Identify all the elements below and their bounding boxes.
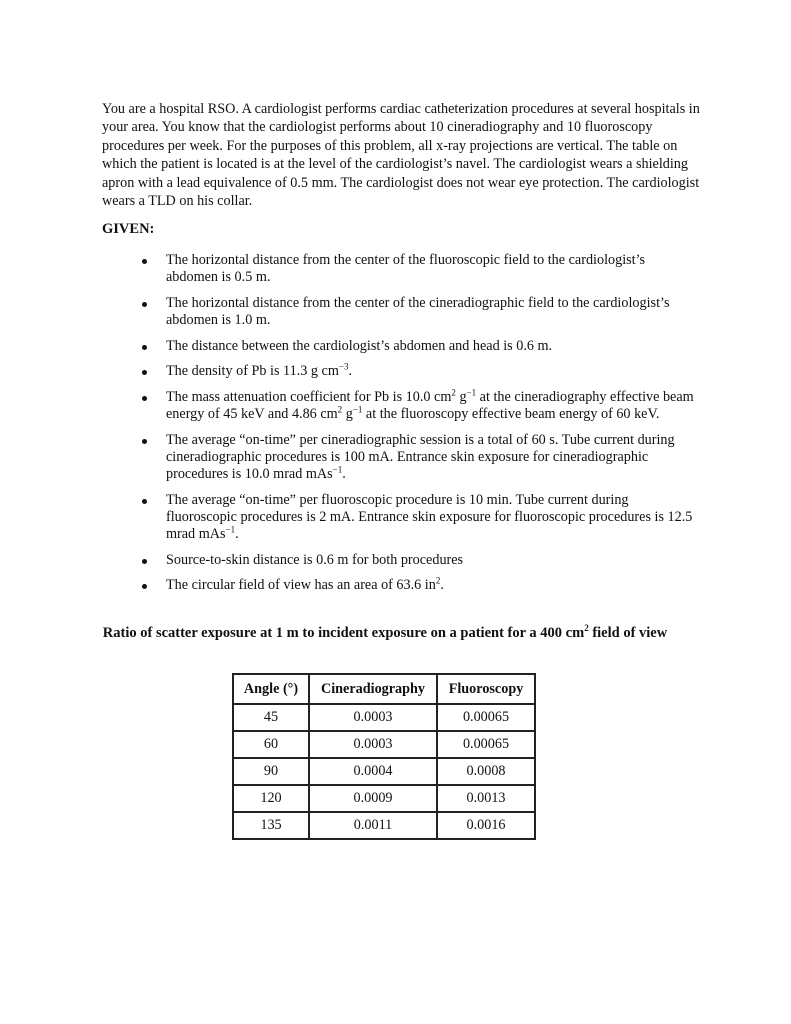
cell-angle: 135 <box>233 812 309 839</box>
cell-cineradiography: 0.0004 <box>309 758 437 785</box>
cell-angle: 120 <box>233 785 309 812</box>
given-item: Source-to-skin distance is 0.6 m for both procedures <box>138 552 698 569</box>
header-cineradiography: Cineradiography <box>309 674 437 704</box>
given-item: The density of Pb is 11.3 g $cm^{-3}$. <box>138 363 698 380</box>
header-angle: Angle (°) <box>233 674 309 704</box>
given-item: The circular field of view has an area of 63.6 $in^2$. <box>138 577 698 594</box>
given-item: The horizontal distance from the center of the fluoroscopic field to the cardiologist’s abdomen is 0.5 m. <box>138 252 698 286</box>
table-row <box>233 812 535 839</box>
cell-fluoroscopy: 0.0008 <box>437 758 535 785</box>
cell-angle: 90 <box>233 758 309 785</box>
cell-fluoroscopy: 0.0016 <box>437 812 535 839</box>
cell-cineradiography: 0.0009 <box>309 785 437 812</box>
cell-cineradiography: 0.0003 <box>309 731 437 758</box>
given-item: The average “on-time” per cineradiographic session is a total of 60 s. Tube current during cineradiographic procedures is 100 mA. Entrance skin exposure for cineradiographic procedures is 10.0 mrad mAs$^{-1}$. <box>138 432 698 484</box>
given-item: The horizontal distance from the center of the cineradiographic field to the cardiologist’s abdomen is 1.0 m. <box>138 295 698 329</box>
table-row <box>233 704 535 731</box>
cell-angle: 60 <box>233 731 309 758</box>
cell-fluoroscopy: 0.00065 <box>437 704 535 731</box>
table-row <box>233 731 535 758</box>
cell-cineradiography: 0.0003 <box>309 704 437 731</box>
given-item: The mass attenuation coefficient for Pb is 10.0 $cm^2$ $g^{-1}$ at the cineradiography effective beam energy of 45 keV and 4.86 $cm^2$ $g^{-1}$ at the fluoroscopy effective beam energy of 60 keV. <box>138 389 698 423</box>
cell-cineradiography: 0.0011 <box>309 812 437 839</box>
cell-fluoroscopy: 0.0013 <box>437 785 535 812</box>
header-fluoroscopy: Fluoroscopy <box>437 674 535 704</box>
table-row <box>233 758 535 785</box>
table-header-row <box>233 674 535 704</box>
given-item: The average “on-time” per fluoroscopic procedure is 10 min. Tube current during fluoroscopic procedures is 2 mA. Entrance skin exposure for fluoroscopic procedures is 12.5 mrad mAs$^{-1}$. <box>138 492 698 544</box>
scatter-ratio-table <box>232 673 536 840</box>
given-list <box>138 252 698 603</box>
intro-paragraph: You are a hospital RSO. A cardiologist performs cardiac catheterization procedures at several hospitals in your area. You know that the cardiologist performs about 10 cineradiography and 10 fluoroscopy procedures per week. For the purposes of this problem, all x-ray projections are vertical. The table on which the patient is located is at the level of the cardiologist’s navel. The cardiologist wears a shielding apron with a lead equivalence of 0.5 mm. The cardiologist does not wear eye protection. The cardiologist wears a TLD on his collar. <box>102 101 700 210</box>
table-caption: Ratio of scatter exposure at 1 m to incident exposure on a patient for a 400 $cm^2$ field of view <box>102 623 668 641</box>
cell-angle: 45 <box>233 704 309 731</box>
table-row <box>233 785 535 812</box>
cell-fluoroscopy: 0.00065 <box>437 731 535 758</box>
given-heading: GIVEN: <box>102 221 155 237</box>
given-item: The distance between the cardiologist’s abdomen and head is 0.6 m. <box>138 338 698 355</box>
